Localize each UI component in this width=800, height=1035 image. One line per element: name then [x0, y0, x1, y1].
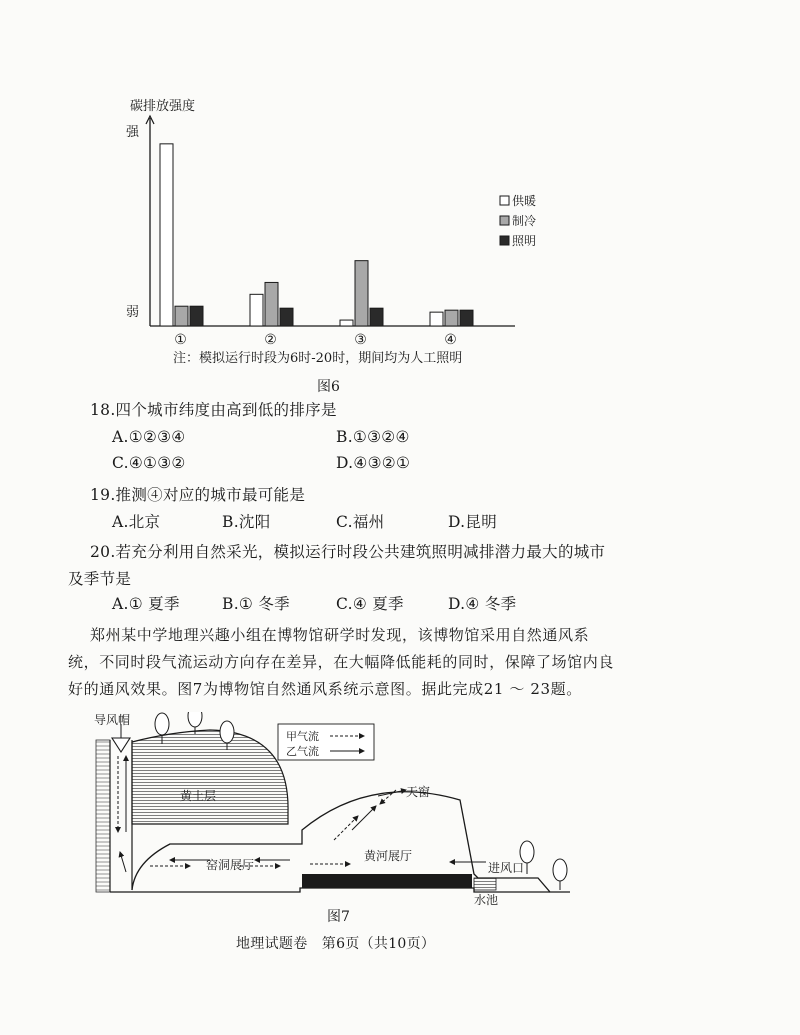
bar-3-2: [355, 261, 368, 326]
legend-a-label: 甲气流: [286, 730, 319, 743]
q20-option-c: C.④ 夏季: [336, 595, 404, 613]
chart-y-bottom-label: 弱: [126, 305, 140, 320]
legend-label-2: 制冷: [512, 214, 537, 228]
question-19-stem: 19.推测④对应的城市最可能是: [90, 486, 306, 504]
figure-7-caption: 图7: [327, 909, 350, 925]
chart-y-top-label: 强: [126, 125, 140, 140]
page-footer: 地理试题卷 第6页（共10页）: [236, 936, 436, 952]
chart-note: 注：模拟运行时段为6时-20时，期间均为人工照明: [173, 351, 463, 366]
label-wind-cap: 导风帽: [94, 713, 131, 727]
bar-2-2: [265, 282, 278, 326]
legend-label-3: 照明: [512, 234, 537, 248]
chart-category-labels: [174, 332, 457, 348]
label-loess: 黄土层: [180, 789, 217, 803]
q19-option-b: B.沈阳: [222, 513, 271, 531]
q20-option-b: B.① 冬季: [222, 595, 290, 613]
bar-4-3: [460, 310, 473, 326]
bar-4-1: [430, 312, 443, 326]
chart-category-2: ②: [264, 332, 277, 348]
bar-2-1: [250, 294, 263, 326]
black-slab: [302, 874, 472, 888]
pool-icon: [474, 878, 496, 890]
passage-line-2: 统，不同时段气流运动方向存在差异，在大幅降低能耗的同时，保障了场馆内良: [68, 653, 615, 671]
legend-label-1: 供暖: [512, 194, 537, 208]
legend-swatch-3: [500, 236, 509, 245]
air-shaft: [110, 740, 132, 892]
chart-category-3: ③: [354, 332, 367, 348]
bar-1-1: [160, 144, 173, 326]
q18-option-d: D.④③②①: [336, 454, 411, 472]
passage-line-1: 郑州某中学地理兴趣小组在博物馆研学时发现，该博物馆采用自然通风系: [90, 626, 590, 644]
q18-option-c: C.④①③②: [112, 454, 186, 472]
label-cave-hall: 窑洞展厅: [206, 858, 255, 872]
figure-7-diagram: [90, 712, 590, 912]
question-20-stem-line1: 20.若充分利用自然采光，模拟运行时段公共建筑照明减排潜力最大的城市: [90, 543, 606, 561]
bar-4-2: [445, 310, 458, 326]
left-wall: [96, 740, 110, 892]
bar-1-3: [190, 306, 203, 326]
label-inlet: 进风口: [488, 861, 525, 875]
question-18-stem: 18.四个城市纬度由高到低的排序是: [90, 401, 337, 419]
legend-b-label: 乙气流: [286, 745, 319, 758]
chart-bars: [160, 144, 473, 326]
q18-option-b: B.①③②④: [336, 428, 410, 446]
label-river-hall: 黄河展厅: [364, 849, 413, 863]
figure-6-chart: [110, 90, 540, 380]
chart-category-1: ①: [174, 332, 187, 348]
q20-option-a: A.① 夏季: [112, 595, 180, 613]
q19-option-a: A.北京: [112, 513, 161, 531]
legend-swatch-1: [500, 196, 509, 205]
question-20-stem-line2: 及季节是: [68, 570, 132, 588]
label-skylight: 天窗: [406, 785, 431, 799]
chart-axes: [146, 116, 515, 326]
q19-option-d: D.昆明: [448, 513, 498, 531]
loess-layer: [132, 730, 288, 824]
bar-1-2: [175, 306, 188, 326]
chart-legend: [500, 193, 536, 248]
bar-3-3: [370, 308, 383, 326]
chart-y-label: 碳排放强度: [130, 99, 196, 114]
q19-option-c: C.福州: [336, 513, 385, 531]
passage-line-3: 好的通风效果。图7为博物馆自然通风系统示意图。据此完成21 ～ 23题。: [68, 680, 582, 698]
q18-option-a: A.①②③④: [112, 428, 186, 446]
legend-swatch-2: [500, 216, 509, 225]
bar-2-3: [280, 308, 293, 326]
wind-cap-icon: [112, 738, 130, 752]
bar-3-1: [340, 320, 353, 326]
label-pool: 水池: [474, 893, 499, 907]
q20-option-d: D.④ 冬季: [448, 595, 517, 613]
chart-category-4: ④: [444, 332, 457, 348]
figure-6-caption: 图6: [317, 379, 340, 395]
